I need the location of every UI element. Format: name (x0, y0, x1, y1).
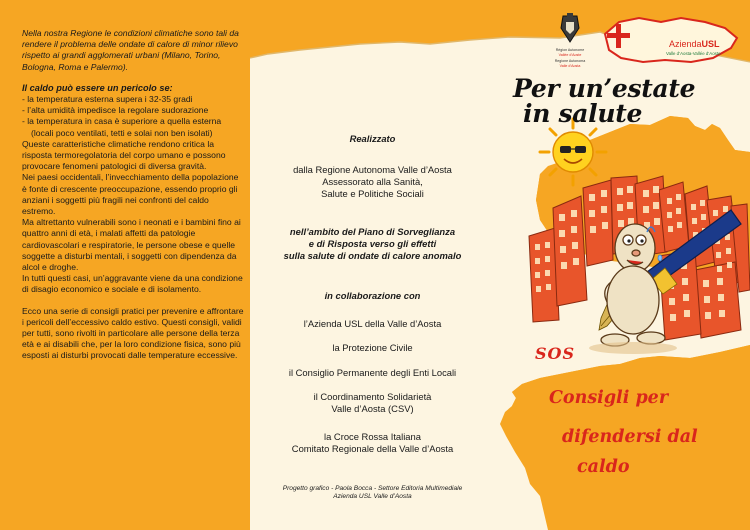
partner-csv-line-2: Valle d’Aosta (CSV) (331, 403, 414, 414)
subtitle-line-2: difendersi dal (562, 427, 698, 447)
paragraph-1: Queste caratteristiche climatiche rendono critica la risposta termoregolatoria del corpo umano e possono provocare fenomeni patologici di diversa gravità. (22, 138, 226, 172)
intro-paragraph: Nella nostra Regione le condizioni climatiche sono tali da rendere il problema delle ondate di calore di minor rilievo rispetto ai grandi agglomerati urbani (Milano, Torino, Bologna, Roma e Palermo). (22, 28, 239, 72)
region-logo-line-2: Vallée d’Aoste (558, 53, 582, 57)
credit-line-1: Progetto grafico - Paola Bocca - Settore Editoria Multimediale (282, 485, 463, 492)
usl-logo-subtitle: Valle d’Aosta-Vallée d’Aoste (666, 51, 721, 56)
partner-consiglio: il Consiglio Permanente degli Enti Locali (288, 367, 457, 378)
realizzato-label: Realizzato (349, 133, 396, 144)
regione-line-2: Assessorato alla Sanità, (322, 176, 423, 187)
right-column (495, 0, 750, 530)
paragraph-3: Ma altrettanto vulnerabili sono i neonati e i bambini fino ai quattro anni di età, i malati affetti da patologie cardiovascolari e respiratorie, le persone obese e quelle soggette a disturbi mentali, i soggetti con dipendenza da alcol e droghe. (22, 217, 241, 273)
danger-heading: Il caldo può essere un pericolo se: (22, 82, 173, 93)
ambito-line-3: sulla salute di ondate di calore anomalo (283, 250, 462, 261)
middle-column (250, 0, 495, 530)
list-item: - la temperatura esterna supera i 32-35 gradi (22, 94, 193, 105)
credit-line-2: Azienda USL Valle d’Aosta (333, 493, 412, 500)
list-item: - l’alta umidità impedisce la regolare sudorazione (22, 105, 209, 116)
partner-usl: l’Azienda USL della Valle d’Aosta (303, 318, 442, 329)
usl-logo-name: AziendaUSL (669, 39, 720, 49)
paragraph-4: In tutti questi casi, un’aggravante viene da una condizione di disagio economico e sociale e di isolamento. (22, 273, 243, 295)
sos-label: SOS (535, 344, 576, 363)
region-logo-line-1: Région Autonome (555, 48, 585, 52)
paragraph-2: Nei paesi occidentali, l’invecchiamento della popolazione è fonte di crescente preoccupazione, essendo proprio gli anziani i soggetti più fragili nei confronti del caldo estremo. (22, 172, 239, 217)
subtitle-line-3: caldo (577, 457, 630, 477)
region-logo-line-3: Regione Autonoma (554, 59, 586, 63)
partner-protezione-civile: la Protezione Civile (332, 342, 413, 353)
sun-icon (540, 119, 606, 185)
region-lion-icon (555, 12, 585, 46)
ambito-line-2: e di Risposta verso gli effetti (308, 238, 437, 249)
partner-croce-rossa-line-2: Comitato Regionale della Valle d’Aosta (291, 443, 454, 454)
brochure-title (513, 76, 695, 126)
partner-croce-rossa-line-1: la Croce Rossa Italiana (324, 431, 421, 442)
list-item: - la temperatura in casa è superiore a quella esterna (locali poco ventilati, tetti e solai non ben isolati) (22, 116, 222, 138)
subtitle-line-1: Consigli per (549, 388, 669, 408)
region-logo-line-4: Valle d’Aosta (559, 64, 581, 68)
regione-line-1: dalla Regione Autonoma Valle d’Aosta (293, 164, 452, 175)
ambito-line-1: nell’ambito del Piano di Sorveglianza (289, 226, 456, 237)
title-line-1: Per un’estate (513, 74, 696, 103)
regione-line-3: Salute e Politiche Sociali (321, 188, 424, 199)
character-shadow (589, 342, 677, 354)
usl-logo (599, 14, 747, 66)
logos (555, 12, 747, 72)
paragraph-5: Ecco una serie di consigli pratici per prevenire e affrontare i pericoli dell’eccessivo caldo estivo. Questi consigli, validi per tutti, sono rivolti in particolare alle persone della terza età e ai disabili che, per la loro condizione fisica, sono più esposti ai disturbi provocati dalle temperature eccessive. (22, 305, 244, 361)
region-emblem (555, 12, 585, 72)
title-line-2: in salute (523, 99, 643, 128)
collaborazione-label: in collaborazione con (324, 290, 421, 301)
partner-csv-line-1: il Coordinamento Solidarietà (313, 391, 432, 402)
